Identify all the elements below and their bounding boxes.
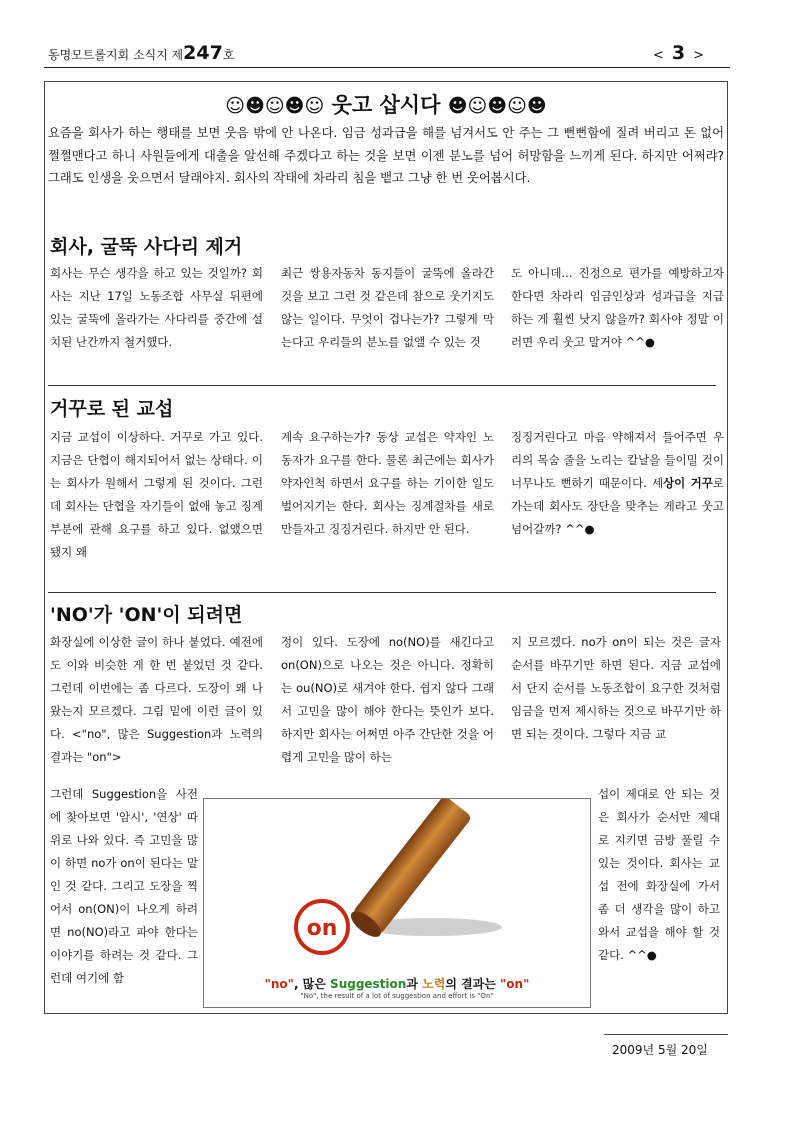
page-prefix: < — [652, 48, 664, 63]
date-rule — [604, 1034, 728, 1035]
smiley-icons-left: ☺☻☺☻☺ — [225, 95, 325, 117]
stamp-illustration — [203, 798, 591, 1008]
section2-col3 — [511, 426, 724, 541]
section3-col1-wrap: 그런데 Suggestion을 사전에 찾아보면 '암시', '연상' 따위로 나와 있다. 즉 고민을 많이 하면 no가 on이 된다는 말인 것 같다. 그리고 도장을 찍어서 on(ON)이 나오게 하려면 no(NO)라고 파야 한다는 이야기를 하려는 것 같다. 그런데 여기에 함 — [50, 787, 198, 985]
stamp-icon — [204, 799, 590, 969]
issue-suffix: 호 — [222, 48, 235, 62]
intro-paragraph: 요즘을 회사가 하는 행태를 보면 웃음 밖에 안 나온다. 임금 성과급을 해를 넘겨서도 안 주는 그 뻔뻔함에 질려 버리고 돈 없어 쩔쩔맨다고 하니 사원들에게 대출을 알선해 주겠다고 하는 것을 보면 이젠 분노를 넘어 허망함을 느끼게 된다. 하지만 어쩌랴? 그래도 인생을 웃으면서 달래야지. 회사의 작태에 차라리 침을 뱉고 그냥 한 번 웃어봅시다. — [48, 126, 724, 186]
publication-date: 2009년 5월 20일 — [612, 1043, 708, 1057]
section3-col1: 화장실에 이상한 글이 하나 붙었다. 예전에도 이와 비슷한 게 한 번 붙었던 것 같다. 그런데 이번에는 좀 다르다. 도장이 왜 나왔는지 모르겠다. 그림 밑에 이런 글이 있다. <"no", 많은 Suggestion과 노력의 결과는 "on"> — [50, 635, 263, 764]
image-subcaption: "No", the result of a lot of suggestion and effort is "On" — [300, 992, 494, 1000]
image-caption — [204, 975, 590, 992]
section-divider — [48, 592, 716, 593]
newsletter-name: 동명모트롤지회 소식지 제 — [48, 48, 184, 62]
stamp-text: on — [306, 916, 338, 941]
section3-col3: 지 모르겠다. no가 on이 되는 것은 글자 순서를 바꾸기만 하면 된다. 지금 교섭에서 단지 순서를 노동조합이 요구한 것처럼 임금을 먼저 제시하는 것으로 바꾸기만 하면 되는 것이다. 그렇다 지금 교 — [511, 635, 721, 741]
page-suffix: > — [693, 48, 704, 63]
newsletter-title — [48, 42, 234, 64]
section3-col3-wrap: 섭이 제대로 안 되는 것은 회사가 순서만 제대로 지키면 금방 풀릴 수 있는 것이다. 회사는 교섭 전에 화장실에 가서 좀 더 생각을 많이 하고 와서 교섭을 해야 할 것 같다. ^^● — [598, 787, 720, 962]
section1-col2: 최근 쌍용자동차 동지들이 굴뚝에 올라간 것을 보고 그런 것 같은데 참으로 웃기지도 않는 일이다. 무엇이 겁나는가? 그렇게 막는다고 우리들의 분노를 없앨 수 있는 것 — [281, 266, 494, 349]
page-title — [44, 89, 728, 119]
section1-heading: 회사, 굴뚝 사다리 제거 — [50, 236, 243, 258]
caption-part: 의 결과는 — [445, 977, 501, 991]
caption-part: , 많은 — [293, 977, 331, 991]
section1-col1: 회사는 무슨 생각을 하고 있는 것일까? 회사는 지난 17일 노동조합 사무실 뒤편에 있는 굴뚝에 올라가는 사다리를 중간에 설치된 난간까지 철거했다. — [50, 266, 263, 349]
caption-no: "no" — [264, 977, 294, 991]
page-number: 3 — [671, 42, 686, 64]
section2-col3-emphasis: 상이 거꾸 — [663, 476, 713, 490]
page-indicator — [653, 42, 704, 64]
caption-on: "on" — [500, 977, 530, 991]
section2-heading: 거꾸로 된 교섭 — [50, 398, 174, 420]
page-title-text: 웃고 삽시다 — [331, 93, 441, 117]
section2-col2: 계속 요구하는가? 동상 교섭은 약자인 노동자가 요구를 한다. 물론 최근에는 회사가 약자인척 하면서 요구를 하는 기이한 일도 벌어지기는 한다. 회사는 징계절차를 새로 만들자고 징징거린다. 하지만 안 된다. — [281, 430, 494, 536]
section1-col3: 도 아니데... 진정으로 편가를 예방하고자 한다면 차라리 임금인상과 성과급을 지급하는 게 훨씬 낫지 않을까? 회사야 정말 이러면 우리 웃고 말거야 ^^● — [511, 266, 724, 349]
header-rule — [44, 67, 730, 68]
section2-col3-text: 징징거린다고 마음 약해져서 들어주면 우리의 목숨 줄을 노리는 칼날을 들이밀 것이 너무나도 뻔하기 때문이다. 세 — [511, 430, 724, 490]
caption-suggestion: Suggestion — [330, 977, 407, 991]
issue-number: 247 — [183, 42, 223, 64]
caption-part: 과 — [406, 977, 423, 991]
section2-col1: 지금 교섭이 이상하다. 거꾸로 가고 있다. 지금은 단협이 해지되어서 없는 상태다. 이는 회사가 원해서 그렇게 된 것이다. 그런데 회사는 단협을 자기들이 없애 놓고 징계부분에 관해 요구를 하고 있다. 없앴으면 됐지 왜 — [50, 430, 263, 559]
smiley-icons-right: ☻☺☻☺☻ — [447, 95, 547, 117]
section3-heading: 'NO'가 'ON'이 되려면 — [50, 604, 243, 626]
section2-col3-text-end: 로 가는데 회사도 장단을 맞추는 게라고 웃고 넘어갈까? ^^● — [511, 476, 724, 536]
section-divider — [48, 385, 716, 386]
section3-col2: 정이 있다. 도장에 no(NO)를 새긴다고 on(ON)으로 나오는 것은 아니다. 정확히는 ou(NO)로 새겨야 한다. 쉽지 않다 그래서 고민을 많이 해야 한다는 뜻인가 보다. 하지만 회사는 어쩌면 아주 간단한 것을 어렵게 고민을 많이 하는 — [281, 635, 494, 764]
caption-effort: 노력 — [422, 977, 446, 991]
